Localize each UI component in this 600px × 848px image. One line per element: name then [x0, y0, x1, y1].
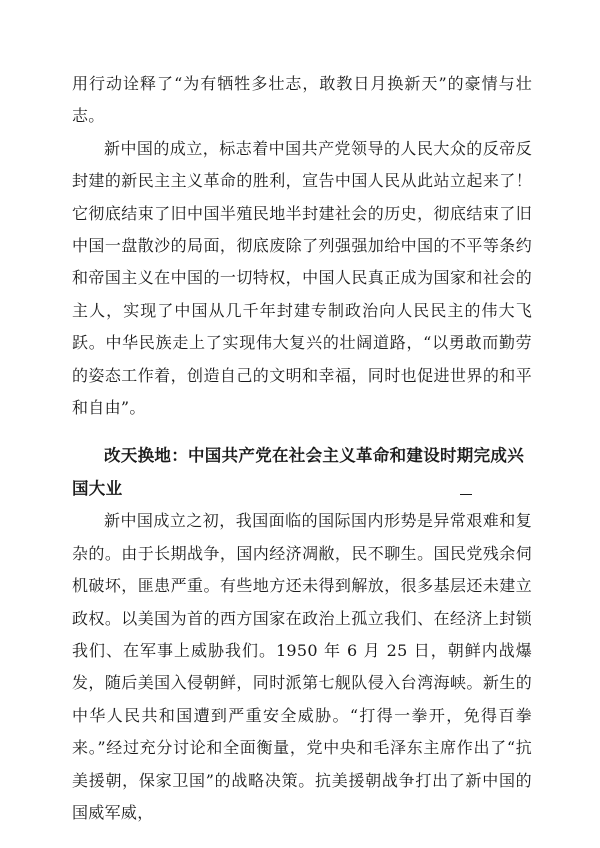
paragraph-early-prc-situation: 新中国成立之初，我国面临的国际国内形势是异常艰难和复杂的。由于长期战争，国内经济凋敝，民不聊生。国民党残余伺机破坏，匪患严重。有些地方还未得到解放，很多基层还未建立政权。以美国为首的西方国家在政治上孤立我们、在经济上封锁我们、在军事上威胁我们。1950 年 6 月 25 日，朝鲜内战爆发，随后美国入侵朝鲜，同时派第七舰队侵入台湾海峡。新生的中华人民共和国遭到严重安全威胁。“打得一拳开，免得百拳来。”经过充分讨论和全面衡量，党中央和毛泽东主席作出了“抗美援朝，保家卫国”的战略决策。抗美援朝战争打出了新中国的国威军威， — [72, 511, 532, 822]
paragraph-continued: 用行动诠释了“为有牺牲多壮志，敢教日月换新天”的豪情与壮志。 — [72, 74, 532, 126]
section-heading — [72, 440, 532, 505]
section-heading-text: 改天换地：中国共产党在社会主义革命和建设时期完成兴国大业 — [72, 446, 524, 498]
paragraph-founding-of-prc: 新中国的成立，标志着中国共产党领导的人民大众的反帝反封建的新民主主义革命的胜利，宣告中国人民从此站立起来了！它彻底结束了旧中国半殖民地半封建社会的历史，彻底结束了旧中国一盘散沙的局面，彻底废除了列强强加给中国的不平等条约和帝国主义在中国的一切特权，中国人民真正成为国家和社会的主人，实现了中国从几千年封建专制政治向人民民主的伟大飞跃。中华民族走上了实现伟大复兴的壮阔道路，“以勇敢而勤劳的姿态工作着，创造自己的文明和幸福，同时也促进世界的和平和自由”。 — [72, 138, 532, 418]
document-page — [72, 68, 532, 829]
heading-underline-mark — [460, 494, 472, 495]
